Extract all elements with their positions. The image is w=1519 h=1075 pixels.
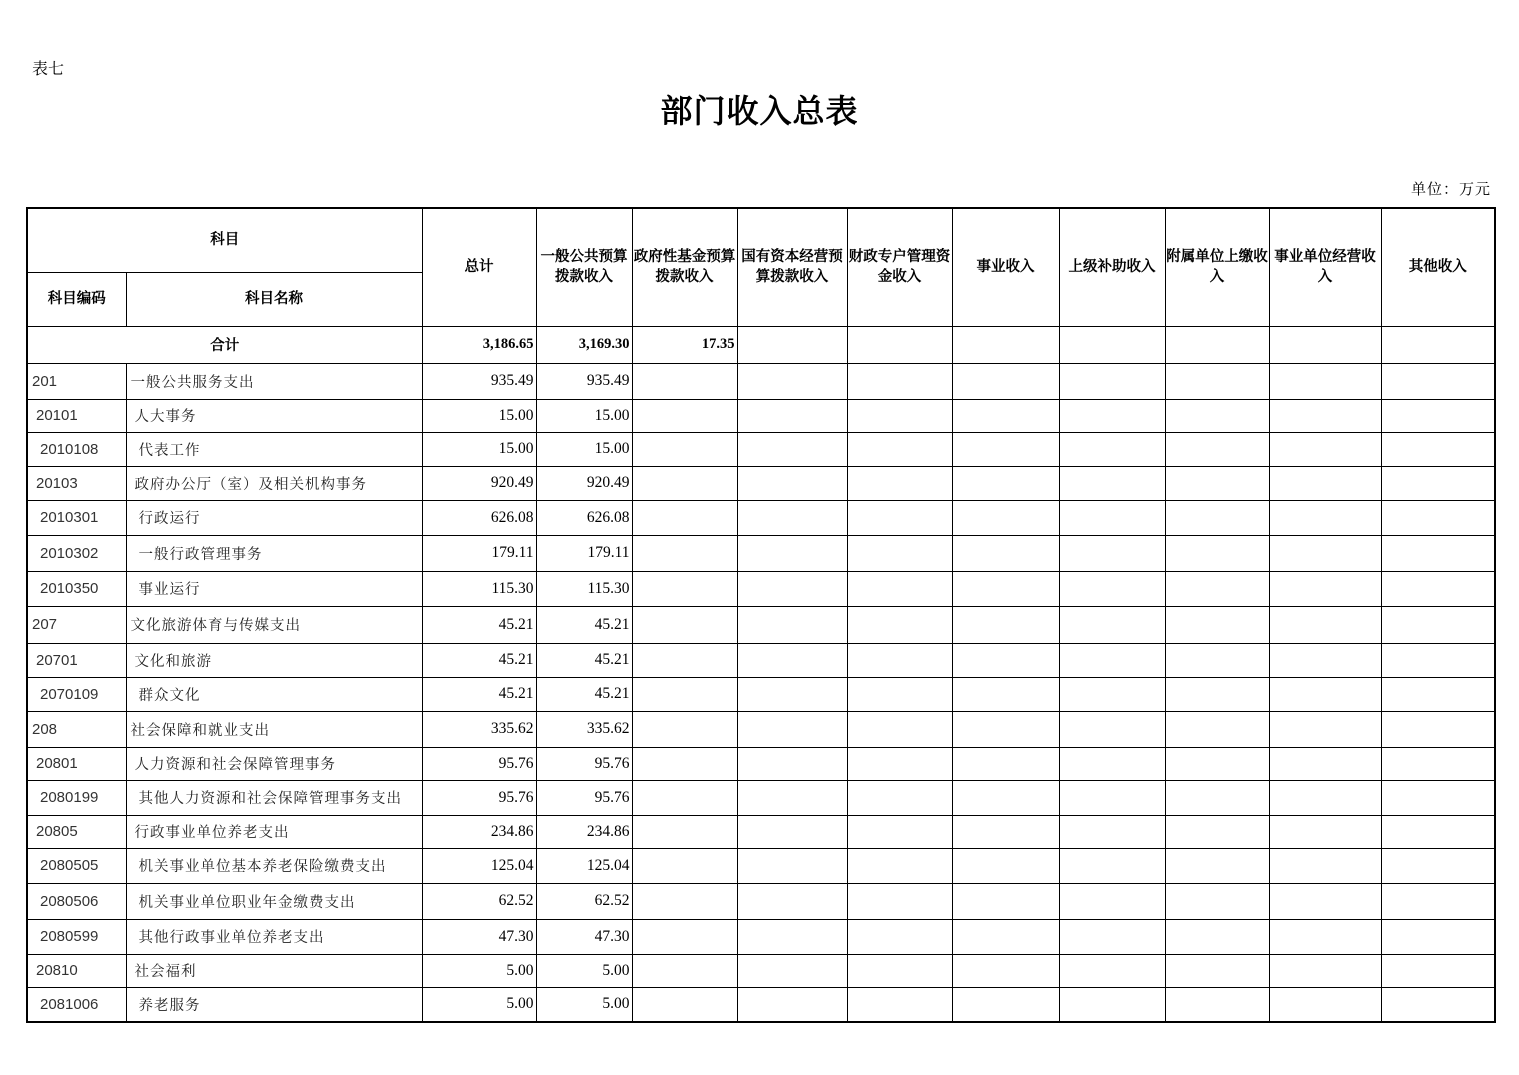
empty-cell	[1381, 571, 1495, 606]
empty-cell	[1381, 848, 1495, 883]
subject-code-cell: 20101	[27, 399, 126, 432]
empty-cell	[1381, 466, 1495, 500]
empty-cell	[1165, 432, 1269, 466]
empty-cell	[1381, 919, 1495, 954]
empty-cell	[737, 747, 847, 780]
empty-cell	[1269, 987, 1381, 1022]
empty-cell	[1381, 780, 1495, 815]
total-cell: 15.00	[422, 432, 536, 466]
header-business-operation: 事业单位经营收入	[1269, 208, 1381, 326]
subject-code-cell: 20805	[27, 815, 126, 848]
empty-cell	[1059, 643, 1165, 677]
empty-cell	[1269, 500, 1381, 535]
total-cell: 335.62	[422, 711, 536, 747]
empty-cell	[952, 677, 1059, 711]
total-empty-cell	[1269, 326, 1381, 363]
total-empty-cell	[1381, 326, 1495, 363]
empty-cell	[847, 606, 952, 643]
subject-code-cell: 20701	[27, 643, 126, 677]
subject-code-cell: 20801	[27, 747, 126, 780]
empty-cell	[1059, 432, 1165, 466]
empty-cell	[1269, 711, 1381, 747]
empty-cell	[847, 535, 952, 571]
table-row	[27, 500, 1495, 535]
general-budget-cell: 115.30	[536, 571, 632, 606]
subject-name-cell: 人大事务	[126, 399, 422, 432]
header-affiliated-payment: 附属单位上缴收入	[1165, 208, 1269, 326]
empty-cell	[952, 432, 1059, 466]
subject-code-cell: 2010302	[27, 535, 126, 571]
empty-cell	[1165, 643, 1269, 677]
empty-cell	[737, 535, 847, 571]
empty-cell	[1269, 643, 1381, 677]
empty-cell	[1269, 466, 1381, 500]
empty-cell	[1269, 363, 1381, 399]
empty-cell	[1269, 677, 1381, 711]
total-empty-cell	[1165, 326, 1269, 363]
empty-cell	[632, 919, 737, 954]
empty-cell	[847, 747, 952, 780]
subject-name-cell: 政府办公厅（室）及相关机构事务	[126, 466, 422, 500]
general-budget-cell: 45.21	[536, 677, 632, 711]
subject-name-cell: 养老服务	[126, 987, 422, 1022]
empty-cell	[952, 399, 1059, 432]
empty-cell	[1059, 747, 1165, 780]
empty-cell	[847, 815, 952, 848]
empty-cell	[632, 535, 737, 571]
header-subject-name: 科目名称	[126, 272, 422, 326]
total-cell: 179.11	[422, 535, 536, 571]
empty-cell	[952, 571, 1059, 606]
subject-code-cell: 2080505	[27, 848, 126, 883]
empty-cell	[847, 848, 952, 883]
total-cell: 45.21	[422, 643, 536, 677]
total-cell: 935.49	[422, 363, 536, 399]
empty-cell	[737, 363, 847, 399]
empty-cell	[1059, 815, 1165, 848]
empty-cell	[1269, 919, 1381, 954]
empty-cell	[737, 432, 847, 466]
empty-cell	[632, 780, 737, 815]
table-row	[27, 848, 1495, 883]
empty-cell	[632, 677, 737, 711]
total-gov-fund: 17.35	[632, 326, 737, 363]
empty-cell	[632, 848, 737, 883]
empty-cell	[632, 954, 737, 987]
empty-cell	[847, 399, 952, 432]
empty-cell	[1381, 606, 1495, 643]
empty-cell	[952, 711, 1059, 747]
table-row	[27, 571, 1495, 606]
empty-cell	[1381, 399, 1495, 432]
empty-cell	[952, 815, 1059, 848]
empty-cell	[847, 711, 952, 747]
income-summary-table	[26, 207, 1496, 1023]
empty-cell	[1381, 363, 1495, 399]
empty-cell	[737, 500, 847, 535]
subject-name-cell: 社会保障和就业支出	[126, 711, 422, 747]
empty-cell	[952, 919, 1059, 954]
empty-cell	[847, 500, 952, 535]
empty-cell	[737, 711, 847, 747]
empty-cell	[1381, 711, 1495, 747]
empty-cell	[1059, 363, 1165, 399]
empty-cell	[847, 643, 952, 677]
empty-cell	[632, 571, 737, 606]
empty-cell	[1059, 466, 1165, 500]
subject-name-cell: 机关事业单位基本养老保险缴费支出	[126, 848, 422, 883]
table-number-label: 表七	[32, 59, 65, 78]
empty-cell	[737, 815, 847, 848]
general-budget-cell: 5.00	[536, 987, 632, 1022]
header-superior-subsidy: 上级补助收入	[1059, 208, 1165, 326]
table-row	[27, 987, 1495, 1022]
empty-cell	[737, 919, 847, 954]
empty-cell	[632, 432, 737, 466]
empty-cell	[847, 987, 952, 1022]
total-cell: 15.00	[422, 399, 536, 432]
total-cell: 45.21	[422, 606, 536, 643]
empty-cell	[952, 848, 1059, 883]
empty-cell	[847, 954, 952, 987]
unit-label: 单位：万元	[1410, 180, 1491, 198]
subject-name-cell: 机关事业单位职业年金缴费支出	[126, 883, 422, 919]
general-budget-cell: 935.49	[536, 363, 632, 399]
empty-cell	[1059, 954, 1165, 987]
empty-cell	[1381, 432, 1495, 466]
table-row	[27, 747, 1495, 780]
empty-cell	[1269, 954, 1381, 987]
subject-name-cell: 其他人力资源和社会保障管理事务支出	[126, 780, 422, 815]
table-row	[27, 815, 1495, 848]
general-budget-cell: 47.30	[536, 919, 632, 954]
empty-cell	[737, 466, 847, 500]
subject-code-cell: 2080599	[27, 919, 126, 954]
empty-cell	[632, 883, 737, 919]
empty-cell	[1165, 780, 1269, 815]
subject-name-cell: 文化旅游体育与传媒支出	[126, 606, 422, 643]
empty-cell	[1059, 399, 1165, 432]
empty-cell	[632, 363, 737, 399]
subject-name-cell: 行政运行	[126, 500, 422, 535]
total-label: 合计	[27, 326, 422, 363]
general-budget-cell: 15.00	[536, 432, 632, 466]
empty-cell	[1165, 987, 1269, 1022]
empty-cell	[737, 848, 847, 883]
empty-cell	[847, 780, 952, 815]
subject-code-cell: 201	[27, 363, 126, 399]
total-cell: 5.00	[422, 987, 536, 1022]
total-empty-cell	[952, 326, 1059, 363]
subject-code-cell: 20810	[27, 954, 126, 987]
general-budget-cell: 95.76	[536, 780, 632, 815]
total-cell: 62.52	[422, 883, 536, 919]
empty-cell	[1381, 883, 1495, 919]
table-row	[27, 466, 1495, 500]
empty-cell	[1269, 848, 1381, 883]
subject-name-cell: 群众文化	[126, 677, 422, 711]
header-other-income: 其他收入	[1381, 208, 1495, 326]
empty-cell	[632, 747, 737, 780]
empty-cell	[632, 815, 737, 848]
empty-cell	[1381, 815, 1495, 848]
empty-cell	[737, 399, 847, 432]
empty-cell	[952, 987, 1059, 1022]
table-row	[27, 432, 1495, 466]
empty-cell	[737, 987, 847, 1022]
total-cell: 95.76	[422, 747, 536, 780]
header-gov-fund: 政府性基金预算拨款收入	[632, 208, 737, 326]
empty-cell	[1165, 677, 1269, 711]
empty-cell	[1165, 363, 1269, 399]
table-row	[27, 954, 1495, 987]
total-cell: 45.21	[422, 677, 536, 711]
empty-cell	[1059, 919, 1165, 954]
empty-cell	[1059, 883, 1165, 919]
table-row	[27, 919, 1495, 954]
general-budget-cell: 45.21	[536, 643, 632, 677]
empty-cell	[1381, 677, 1495, 711]
empty-cell	[1165, 711, 1269, 747]
empty-cell	[952, 780, 1059, 815]
empty-cell	[1269, 883, 1381, 919]
subject-code-cell: 207	[27, 606, 126, 643]
empty-cell	[847, 883, 952, 919]
empty-cell	[1381, 747, 1495, 780]
empty-cell	[1059, 571, 1165, 606]
table-row	[27, 883, 1495, 919]
subject-name-cell: 行政事业单位养老支出	[126, 815, 422, 848]
empty-cell	[1059, 987, 1165, 1022]
total-cell: 5.00	[422, 954, 536, 987]
empty-cell	[952, 643, 1059, 677]
table-row	[27, 711, 1495, 747]
header-business-income: 事业收入	[952, 208, 1059, 326]
subject-code-cell: 2010350	[27, 571, 126, 606]
empty-cell	[1165, 954, 1269, 987]
subject-code-cell: 2070109	[27, 677, 126, 711]
total-cell: 920.49	[422, 466, 536, 500]
empty-cell	[1269, 535, 1381, 571]
table-row	[27, 535, 1495, 571]
general-budget-cell: 62.52	[536, 883, 632, 919]
table-row	[27, 399, 1495, 432]
empty-cell	[1269, 747, 1381, 780]
empty-cell	[737, 606, 847, 643]
subject-name-cell: 一般行政管理事务	[126, 535, 422, 571]
total-cell: 626.08	[422, 500, 536, 535]
general-budget-cell: 95.76	[536, 747, 632, 780]
empty-cell	[952, 535, 1059, 571]
subject-code-cell: 208	[27, 711, 126, 747]
header-fiscal-special: 财政专户管理资金收入	[847, 208, 952, 326]
empty-cell	[1269, 399, 1381, 432]
empty-cell	[632, 399, 737, 432]
empty-cell	[1165, 535, 1269, 571]
empty-cell	[1269, 780, 1381, 815]
header-general-budget: 一般公共预算拨款收入	[536, 208, 632, 326]
total-empty-cell	[737, 326, 847, 363]
empty-cell	[632, 500, 737, 535]
empty-cell	[1165, 500, 1269, 535]
subject-code-cell: 20103	[27, 466, 126, 500]
header-subject: 科目	[27, 208, 422, 272]
empty-cell	[1269, 571, 1381, 606]
empty-cell	[1165, 571, 1269, 606]
empty-cell	[1059, 780, 1165, 815]
subject-code-cell: 2080506	[27, 883, 126, 919]
empty-cell	[1381, 643, 1495, 677]
general-budget-cell: 335.62	[536, 711, 632, 747]
total-cell: 125.04	[422, 848, 536, 883]
general-budget-cell: 234.86	[536, 815, 632, 848]
subject-name-cell: 代表工作	[126, 432, 422, 466]
empty-cell	[1165, 399, 1269, 432]
empty-cell	[1269, 606, 1381, 643]
empty-cell	[952, 500, 1059, 535]
empty-cell	[952, 606, 1059, 643]
subject-name-cell: 一般公共服务支出	[126, 363, 422, 399]
empty-cell	[1059, 711, 1165, 747]
subject-name-cell: 事业运行	[126, 571, 422, 606]
empty-cell	[1059, 500, 1165, 535]
total-row	[27, 326, 1495, 363]
empty-cell	[737, 883, 847, 919]
empty-cell	[1269, 815, 1381, 848]
total-cell: 234.86	[422, 815, 536, 848]
general-budget-cell: 179.11	[536, 535, 632, 571]
empty-cell	[632, 987, 737, 1022]
total-empty-cell	[1059, 326, 1165, 363]
empty-cell	[952, 747, 1059, 780]
empty-cell	[737, 571, 847, 606]
general-budget-cell: 920.49	[536, 466, 632, 500]
empty-cell	[847, 432, 952, 466]
empty-cell	[952, 883, 1059, 919]
empty-cell	[1165, 466, 1269, 500]
table-row	[27, 606, 1495, 643]
total-empty-cell	[847, 326, 952, 363]
empty-cell	[737, 643, 847, 677]
empty-cell	[737, 677, 847, 711]
subject-code-cell: 2080199	[27, 780, 126, 815]
subject-name-cell: 文化和旅游	[126, 643, 422, 677]
table-row	[27, 780, 1495, 815]
empty-cell	[1165, 848, 1269, 883]
empty-cell	[847, 466, 952, 500]
header-total: 总计	[422, 208, 536, 326]
empty-cell	[1165, 606, 1269, 643]
empty-cell	[1269, 432, 1381, 466]
general-budget-cell: 626.08	[536, 500, 632, 535]
empty-cell	[952, 466, 1059, 500]
total-general-budget: 3,169.30	[536, 326, 632, 363]
empty-cell	[1165, 747, 1269, 780]
total-sum: 3,186.65	[422, 326, 536, 363]
empty-cell	[1059, 848, 1165, 883]
empty-cell	[952, 954, 1059, 987]
total-cell: 115.30	[422, 571, 536, 606]
empty-cell	[1165, 883, 1269, 919]
empty-cell	[847, 677, 952, 711]
general-budget-cell: 5.00	[536, 954, 632, 987]
total-cell: 95.76	[422, 780, 536, 815]
empty-cell	[1059, 606, 1165, 643]
subject-name-cell: 其他行政事业单位养老支出	[126, 919, 422, 954]
general-budget-cell: 125.04	[536, 848, 632, 883]
empty-cell	[1059, 535, 1165, 571]
header-state-capital: 国有资本经营预算拨款收入	[737, 208, 847, 326]
page-title: 部门收入总表	[660, 92, 859, 130]
empty-cell	[632, 606, 737, 643]
total-cell: 47.30	[422, 919, 536, 954]
empty-cell	[737, 780, 847, 815]
subject-code-cell: 2010301	[27, 500, 126, 535]
general-budget-cell: 15.00	[536, 399, 632, 432]
empty-cell	[1381, 954, 1495, 987]
table-row	[27, 677, 1495, 711]
subject-name-cell: 社会福利	[126, 954, 422, 987]
empty-cell	[1059, 677, 1165, 711]
empty-cell	[1165, 815, 1269, 848]
subject-code-cell: 2010108	[27, 432, 126, 466]
subject-code-cell: 2081006	[27, 987, 126, 1022]
empty-cell	[847, 571, 952, 606]
empty-cell	[737, 954, 847, 987]
empty-cell	[1381, 500, 1495, 535]
general-budget-cell: 45.21	[536, 606, 632, 643]
table-row	[27, 363, 1495, 399]
empty-cell	[1165, 919, 1269, 954]
empty-cell	[632, 643, 737, 677]
empty-cell	[1381, 987, 1495, 1022]
empty-cell	[632, 466, 737, 500]
empty-cell	[1381, 535, 1495, 571]
empty-cell	[847, 363, 952, 399]
empty-cell	[847, 919, 952, 954]
header-subject-code: 科目编码	[27, 272, 126, 326]
empty-cell	[952, 363, 1059, 399]
empty-cell	[632, 711, 737, 747]
table-row	[27, 643, 1495, 677]
subject-name-cell: 人力资源和社会保障管理事务	[126, 747, 422, 780]
